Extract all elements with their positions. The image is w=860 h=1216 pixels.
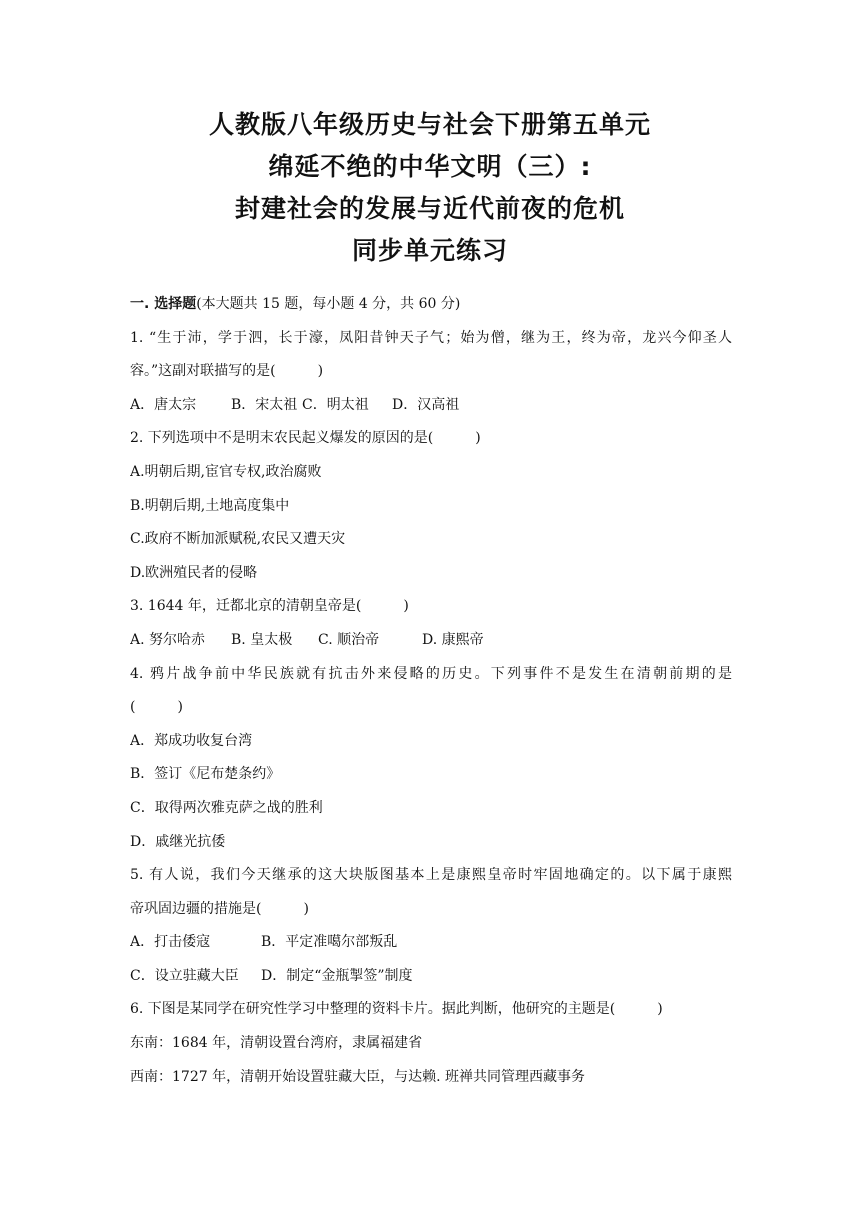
question-5-options-row-1 [130,926,732,960]
question-5-option-b: B．平定准噶尔部叛乱 [261,934,398,951]
section-description: (本大题共 15 题，每小题 4 分，共 60 分) [196,296,461,312]
question-4-option-d: D．戚继光抗倭 [130,833,226,850]
question-4-stem-line-1: 4. 鸦片战争前中华民族就有抗击外来侵略的历史。下列事件不是发生在清朝前期的是 [130,665,732,682]
question-1-option-d: D．汉高祖 [392,396,460,413]
question-2-stem: 2. 下列选项中不是明末农民起义爆发的原因的是( ) [130,430,481,447]
question-4-stem-line-2: ( ) [130,699,183,716]
title-line-4: 同步单元练习 [351,236,508,265]
section-label: 一. 选择题 [130,296,197,312]
question-1-option-c: C．明太祖 [302,396,369,413]
question-5-stem-line-1: 5. 有人说，我们今天继承的这大块版图基本上是康熙皇帝时牢固地确定的。以下属于康熙 [130,867,732,884]
question-6-card-line-2: 西南：1727 年，清朝开始设置驻藏大臣，与达赖. 班禅共同管理西藏事务 [130,1068,585,1085]
question-4-option-a: A．郑成功收复台湾 [130,732,253,749]
question-3-options [130,624,732,658]
question-1-option-a: A．唐太宗 [130,396,197,413]
question-4-option-c: C．取得两次雅克萨之战的胜利 [130,799,323,816]
question-4-option-b: B．签订《尼布楚条约》 [130,766,281,783]
question-2-option-b: B.明朝后期,土地高度集中 [130,497,290,514]
question-1-options [130,389,732,423]
document-title [0,104,860,272]
question-3-option-d: D. 康熙帝 [422,631,484,648]
title-line-3: 封建社会的发展与近代前夜的危机 [234,194,625,223]
question-2-option-d: D.欧洲殖民者的侵略 [130,564,258,581]
question-5-options-row-2 [130,960,732,994]
question-5-option-c: C．设立驻藏大臣 [130,967,239,984]
question-5-option-a: A．打击倭寇 [130,934,211,951]
question-5-option-d: D．制定“金瓶掣签”制度 [261,967,413,984]
question-3-option-b: B. 皇太极 [231,631,293,648]
exercise-body [130,288,732,1094]
title-line-1: 人教版八年级历史与社会下册第五单元 [208,110,651,139]
question-3-option-c: C. 顺治帝 [318,631,380,648]
question-6-card-line-1: 东南：1684 年，清朝设置台湾府，隶属福建省 [130,1035,423,1052]
title-line-2: 绵延不绝的中华文明（三）: [268,152,592,181]
question-3-stem: 3. 1644 年，迁都北京的清朝皇帝是( ) [130,598,409,615]
question-2-option-c: C.政府不断加派赋税,农民又遭天灾 [130,531,346,548]
question-1-option-b: B．宋太祖 [231,396,298,413]
question-5-stem-line-2: 帝巩固边疆的措施是( ) [130,900,309,917]
question-1-stem-line-2: 容。”这副对联描写的是( ) [130,363,324,380]
question-1-stem-line-1: 1. “生于沛，学于泗，长于濠，凤阳昔钟天子气；始为僧，继为王，终为帝，龙兴今仰圣人 [130,329,732,346]
section-heading [130,288,732,322]
question-2-option-a: A.明朝后期,宦官专权,政治腐败 [130,463,322,480]
question-3-option-a: A. 努尔哈赤 [130,631,206,648]
question-6-stem: 6. 下图是某同学在研究性学习中整理的资料卡片。据此判断，他研究的主题是( ) [130,1001,663,1018]
